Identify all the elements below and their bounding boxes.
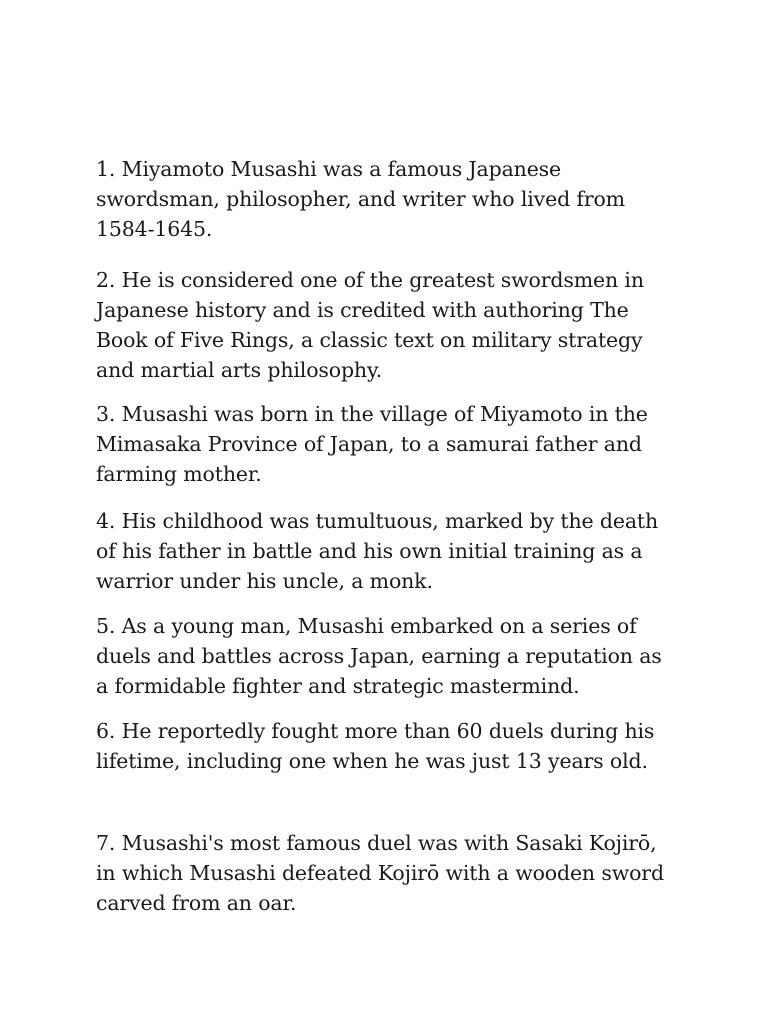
paragraph-3: 3. Musashi was born in the village of Miyamoto in the Mimasaka Province of Japan, to a samurai father and farming mother. xyxy=(96,402,648,486)
paragraph-7: 7. Musashi's most famous duel was with Sasaki Kojirō, in which Musashi defeated Kojirō with a wooden sword carved from an oar. xyxy=(96,831,664,915)
paragraph-4: 4. His childhood was tumultuous, marked by the death of his father in battle and his own initial training as a warrior under his uncle, a monk. xyxy=(96,509,659,593)
paragraph-2: 2. He is considered one of the greatest swordsmen in Japanese history and is credited with authoring The Book of Five Rings, a classic text on military strategy and martial arts philosophy. xyxy=(96,268,644,382)
paragraph-6: 6. He reportedly fought more than 60 duels during his lifetime, including one when he was just 13 years old. xyxy=(96,719,655,773)
paragraph-5: 5. As a young man, Musashi embarked on a series of duels and battles across Japan, earning a reputation as a formidable fighter and strategic mastermind. xyxy=(96,614,662,698)
paragraph-1: 1. Miyamoto Musashi was a famous Japanese swordsman, philosopher, and writer who lived from 1584-1645. xyxy=(96,157,625,241)
